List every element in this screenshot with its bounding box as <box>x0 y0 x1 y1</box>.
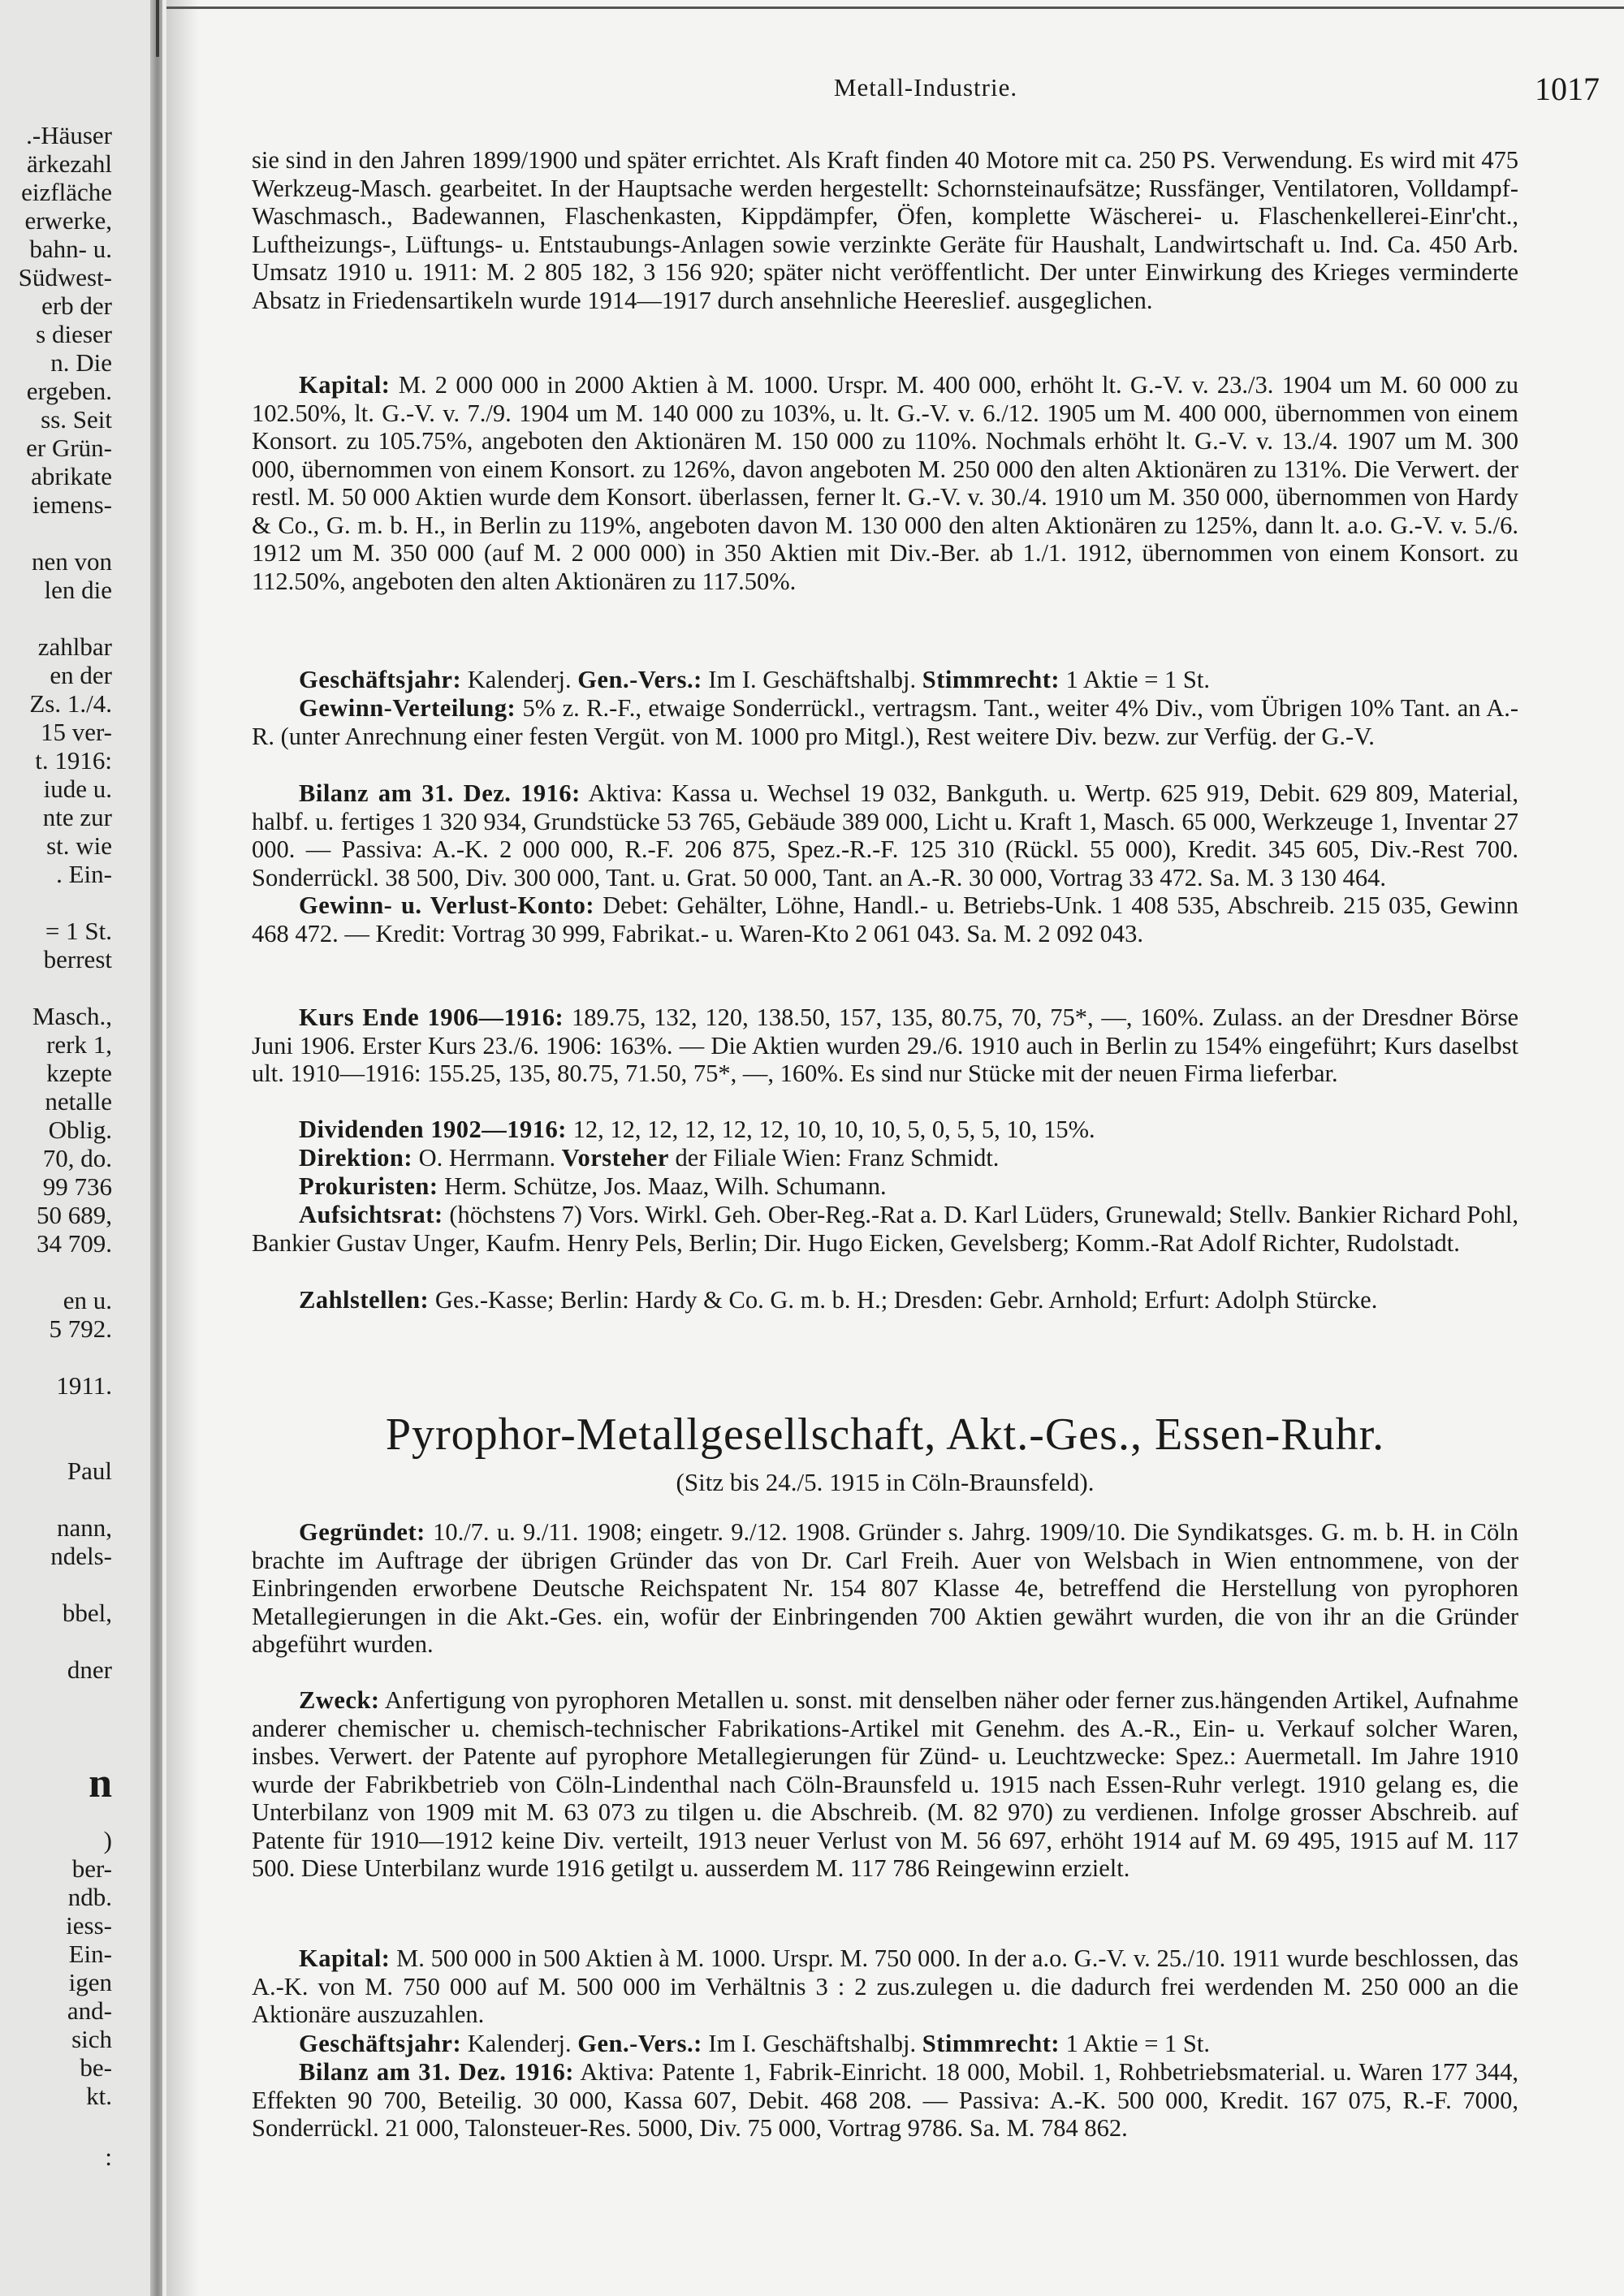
entry1-gewinnverteilung <box>252 694 1518 750</box>
entry2-zweck <box>252 1686 1518 1883</box>
running-head: Metall-Industrie. <box>833 73 1018 101</box>
entry2-geschaeftsjahr <box>252 2030 1518 2058</box>
vorsteher-label: Vorsteher <box>561 1144 669 1172</box>
left-page-fragment-line: iemens- <box>32 490 112 519</box>
entry1-kapital <box>252 371 1518 595</box>
gj-label: Geschäftsjahr: <box>299 666 462 693</box>
stimmrecht2-text: 1 Aktie = 1 St. <box>1060 2030 1210 2057</box>
left-page-fragment-line: dner <box>67 1655 112 1684</box>
vorsteher-text: der Filiale Wien: Franz Schmidt. <box>668 1144 1000 1172</box>
left-page-fragment-line: st. wie <box>46 831 112 860</box>
stimmrecht-text: 1 Aktie = 1 St. <box>1060 666 1210 693</box>
stimmrecht2-label: Stimmrecht: <box>922 2030 1060 2057</box>
guv-text: Debet: Gehälter, Löhne, Handl.- u. Betriebs-Unk. 1 408 535, Abschreib. 215 035, Gewinn 468 472. — Kredit: Vortrag 30 999, Fabrikat.- u. Waren-Kto 2 061 043. Sa. M. 2 092 043. <box>252 891 1518 947</box>
page-top-edge <box>166 6 1624 9</box>
company-title: Pyrophor-Metallgesellschaft, Akt.-Ges., Essen-Ruhr. <box>385 1409 1385 1460</box>
left-page-fragment-line: ergeben. <box>26 377 112 405</box>
entry2-gegruendet <box>252 1518 1518 1659</box>
gv-text: Im I. Geschäftshalbj. <box>702 666 922 693</box>
entry1-zahlstellen <box>252 1286 1518 1314</box>
kapital-text: M. 2 000 000 in 2000 Aktien à M. 1000. Urspr. M. 400 000, erhöht lt. G.-V. v. 23./3. 1904 um M. 60 000 zu 102.50%, lt. G.-V. v. 7./9. 1904 um M. 140 000 zu 103%, u. lt. G.-V. v. 6./12. 1905 um M. 400 000, übernommen von einem Konsort. zu 105.75%, angeboten den Aktionären M. 150 000 zu 110%. Nochmals erhöht lt. G.-V. v. 13./4. 1907 um M. 300 000, übernommen von einem Konsort. zu 126%, davon angeboten M. 250 000 den alten Aktionären zu 131%. Die Verwert. der restl. M. 50 000 Aktien wurde dem Konsort. überlassen, ferner lt. G.-V. v. 30./4. 1910 um M. 350 000, übernommen von Hardy & Co., G. m. b. H., in Berlin zu 119%, angeboten davon M. 130 000 den alten Aktionären zu 125%, dann lt. a.o. G.-V. v. 5./6. 1912 um M. 350 000 (auf M. 2 000 000) in 350 Aktien mit Div.-Ber. ab 1./1. 1912, übernommen von einem Konsort. zu 112.50%, angeboten den alten Aktionären zu 117.50%. <box>252 371 1518 595</box>
bilanz2-text: Aktiva: Patente 1, Fabrik-Einricht. 18 000, Mobil. 1, Rohbetriebsmaterial. u. Waren 177 344, Effekten 90 700, Beteilig. 30 000, Kassa 607, Debit. 468 208. — Passiva: A.-K. 500 000, Kredit. 167 075, R.-F. 7000, Sonderrückl. 21 000, Talonsteuer-Res. 5000, Div. 75 000, Vortrag 9786. Sa. M. 784 862. <box>252 2058 1518 2142</box>
bilanz2-label: Bilanz am 31. Dez. 1916: <box>299 2058 574 2086</box>
left-page-fragment-line: .-Häuser <box>26 121 112 149</box>
left-page-fragment-line: erwerke, <box>24 206 112 235</box>
left-page-fragment-line: kt. <box>86 2082 112 2110</box>
left-page-fragment-line: . Ein- <box>56 860 112 888</box>
gutter-mark <box>156 0 159 57</box>
left-page-fragment-line: ) <box>103 1826 112 1854</box>
left-page-fragment-line: iude u. <box>43 775 112 803</box>
gv-label: Gen.-Vers.: <box>577 666 702 693</box>
kurs-label: Kurs Ende 1906—1916: <box>299 1003 564 1031</box>
left-page-fragment-line: Masch., <box>32 1002 112 1030</box>
company-seat: (Sitz bis 24./5. 1915 in Cöln-Braunsfeld). <box>676 1468 1095 1496</box>
left-page-fragment-line: er Grün- <box>26 434 112 462</box>
left-page-fragment-line: n <box>89 1760 112 1806</box>
left-page-fragment-line: : <box>105 2143 112 2171</box>
gegruendet-label: Gegründet: <box>299 1518 425 1546</box>
guv-label: Gewinn- u. Verlust-Konto: <box>299 891 594 919</box>
left-page-fragment-line: nen von <box>31 547 112 576</box>
aufsichtsrat-text: (höchstens 7) Vors. Wirkl. Geh. Ober-Reg.-Rat a. D. Karl Lüders, Grunewald; Stellv. Bankier Richard Pohl, Bankier Gustav Unger, Kaufm. Henry Pels, Berlin; Dir. Hugo Eicken, Gevelsberg; Komm.-Rat Adolf Richter, Rudolstadt. <box>252 1201 1518 1257</box>
kapital-label: Kapital: <box>299 371 391 399</box>
kurs-text: 189.75, 132, 120, 138.50, 157, 135, 80.75, 70, 75*, —, 160%. Zulass. an der Dresdner Börse Juni 1906. Erster Kurs 23./6. 1906: 163%. — Die Aktien wurden 29./6. 1910 auch in Berlin zu 154% eingeführt; Kurs daselbst ult. 1910—1916: 155.25, 135, 80.75, 71.50, 75*, —, 160%. Es sind nur Stücke mit der neuen Firma lieferbar. <box>252 1003 1518 1087</box>
entry2-kapital <box>252 1944 1518 2029</box>
direktion-text: O. Herrmann. <box>412 1144 562 1172</box>
left-page-fragment-line: ndb. <box>67 1883 112 1911</box>
entry1-bilanz <box>252 779 1518 891</box>
left-page-fragment-line: bahn- u. <box>29 235 112 263</box>
page-number: 1017 <box>1535 71 1600 107</box>
left-page-fragment-line: 1911. <box>56 1371 112 1400</box>
left-page-fragment-line: bbel, <box>62 1599 112 1627</box>
gj2-text: Kalenderj. <box>461 2030 578 2057</box>
left-page-fragment-line: rerk 1, <box>46 1030 112 1059</box>
left-page-fragment-line: Ein- <box>68 1940 112 1968</box>
left-page-fragment-line: len die <box>44 576 112 604</box>
left-page-fragment-line: eizfläche <box>21 178 112 206</box>
left-page-fragment-line: iess- <box>66 1911 112 1940</box>
left-page-fragment-line: 99 736 <box>42 1172 112 1201</box>
zahlstellen-label: Zahlstellen: <box>299 1286 430 1314</box>
left-page-fragment-line: n. Die <box>50 348 112 377</box>
gv2-text: Im I. Geschäftshalbj. <box>702 2030 922 2057</box>
left-page-fragment-line: Südwest- <box>18 263 112 291</box>
page-shadow <box>166 0 199 2296</box>
main-page <box>166 0 1624 2296</box>
bilanz-text: Aktiva: Kassa u. Wechsel 19 032, Bankguth. u. Wertp. 625 919, Debit. 629 809, Material, halbf. u. fertiges 1 320 934, Grundstücke 53 765, Gebäude 389 000, Licht u. Kraft 1, Masch. 65 000, Werkzeuge 1, Inventar 27 000. — Passiva: A.-K. 2 000 000, R.-F. 206 875, Spez.-R.-F. 125 310 (Rückl. 55 000), Kredit. 345 605, Div.-Rest 700. Sonderrückl. 38 500, Div. 300 000, Tant. u. Grat. 50 000, Tant. an A.-R. 30 000, Vortrag 33 472. Sa. M. 3 130 464. <box>252 779 1518 891</box>
left-page-fragment-line: sich <box>71 2025 112 2053</box>
left-page-fragment-line: 70, do. <box>42 1144 112 1172</box>
left-page-fragment-line: ndels- <box>50 1542 112 1570</box>
left-page-fragment-line: 5 792. <box>49 1314 112 1343</box>
entry1-geschaeftsjahr <box>252 666 1518 694</box>
left-page-fragment-line: Zs. 1./4. <box>29 689 112 718</box>
prokuristen-text: Herm. Schütze, Jos. Maaz, Wilh. Schumann. <box>438 1172 887 1200</box>
left-page-fragment-line: netalle <box>45 1087 112 1116</box>
dividenden-label: Dividenden 1902—1916: <box>299 1116 567 1143</box>
left-page-fragment-line: 50 689, <box>37 1201 112 1229</box>
left-page-fragment-line: t. 1916: <box>35 746 112 775</box>
left-page-fragment-line: ärkezahl <box>27 149 112 178</box>
left-page-fragment-line: nte zur <box>42 803 112 831</box>
left-page-fragment-line: kzepte <box>46 1059 112 1087</box>
dividenden-text: 12, 12, 12, 12, 12, 12, 10, 10, 10, 5, 0, 5, 5, 10, 15%. <box>566 1116 1095 1143</box>
left-page-fragment-line: nann, <box>56 1513 112 1542</box>
gv2-label: Gen.-Vers.: <box>577 2030 702 2057</box>
entry1-aufsichtsrat <box>252 1201 1518 1257</box>
entry1-dividenden <box>252 1116 1518 1144</box>
zweck-text: Anfertigung von pyrophoren Metallen u. sonst. mit denselben näher oder ferner zus.hängenden Artikel, Aufnahme anderer chemischer u. chemisch-technischer Fabrikations-Artikel mit Genehm. des A.-R., Ein- u. Verkauf solcher Waren, insbes. Verwert. der Patente auf pyrophore Metallegierungen für Zünd- u. Leuchtzwecke: Spez.: Auermetall. Im Jahre 1910 wurde der Fabrikbetrieb von Cöln-Lindenthal nach Cöln-Braunsfeld u. 1915 nach Essen-Ruhr verlegt. 1910 gelang es, die Unterbilanz von 1909 mit M. 63 073 zu tilgen u. die Abschreib. (M. 82 970) zu verdienen. Infolge grosser Abschreib. auf Patente für 1910—1912 keine Div. verteilt, 1913 neuer Verlust von M. 56 697, erhöht 1914 auf M. 69 495, 1915 auf M. 117 500. Diese Unterbilanz wurde 1916 getilgt u. ausserdem M. 117 786 Reingewinn erzielt. <box>252 1686 1518 1882</box>
left-page-fragment-line: en u. <box>63 1286 112 1314</box>
left-page-fragment-line: = 1 St. <box>45 917 112 945</box>
left-page-fragment-line: abrikate <box>31 462 112 490</box>
gewinnverteilung-text: 5% z. R.-F., etwaige Sonderrückl., vertragsm. Tant., weiter 4% Div., vom Übrigen 10% Tant. an A.-R. (unter Anrechnung einer festen Vergüt. von M. 1000 pro Mitgl.), Rest weitere Div. bezw. zur Verfüg. der G.-V. <box>252 694 1518 750</box>
entry1-prokuristen <box>252 1172 1518 1201</box>
entry1-kurs <box>252 1003 1518 1088</box>
left-page-fragment-line: and- <box>67 1996 112 2025</box>
entry1-intro: sie sind in den Jahren 1899/1900 und später errichtet. Als Kraft finden 40 Motore mit ca. 250 PS. Verwendung. Es wird mit 475 Werkzeug-Masch. gearbeitet. In der Hauptsache werden hergestellt: Schornsteinaufsätze; Russfänger, Ventilatoren, Volldampf-Waschmasch., Badewannen, Flaschenkasten, Kippdämpfer, Öfen, komplette Wäscherei- u. Flaschenkellerei-Einr'cht., Luftheizungs-, Lüftungs- u. Entstaubungs-Anlagen sowie verzinkte Geräte für Haushalt, Landwirtschaft u. Ind. Ca. 450 Arb. Umsatz 1910 u. 1911: M. 2 805 182, 3 156 920; später nicht veröffentlicht. Der unter Einwirkung des Krieges verminderte Absatz in Friedensartikeln wurde 1914—1917 durch ansehnliche Heereslief. ausgeglichen. <box>252 146 1518 314</box>
aufsichtsrat-label: Aufsichtsrat: <box>299 1201 443 1228</box>
bilanz-label: Bilanz am 31. Dez. 1916: <box>299 779 581 807</box>
zweck-label: Zweck: <box>299 1686 380 1714</box>
left-page-fragment-line: ber- <box>71 1854 112 1883</box>
kapital2-text: M. 500 000 in 500 Aktien à M. 1000. Urspr. M. 750 000. In der a.o. G.-V. v. 25./10. 1911 wurde beschlossen, das A.-K. von M. 750 000 auf M. 500 000 im Verhältnis 3 : 2 zus.zulegen u. die dadurch frei werdenden M. 250 000 an die Aktionäre auszuzahlen. <box>252 1944 1518 2028</box>
left-page-fragment-line: 34 709. <box>37 1229 112 1258</box>
left-page-fragment-line: en der <box>50 661 112 689</box>
left-page-fragment-line: Paul <box>67 1457 112 1485</box>
gegruendet-text: 10./7. u. 9./11. 1908; eingetr. 9./12. 1908. Gründer s. Jahrg. 1909/10. Die Syndikatsges. G. m. b. H. in Cöln brachte im Auftrage der übrigen Gründer das von Dr. Carl Freih. Auer von Welsbach in Wien entnommene, von der Einbringenden erworbene Deutsche Reichspatent Nr. 154 807 Klasse 4e, betreffend die Herstellung von pyrophoren Metallegierungen in die Akt.-Ges. ein, wofür der Einbringenden 700 Aktien gewährt wurden, die von ihr an die Gründer abgeführt wurden. <box>252 1518 1518 1658</box>
zahlstellen-text: Ges.-Kasse; Berlin: Hardy & Co. G. m. b. H.; Dresden: Gebr. Arnhold; Erfurt: Adolph Stürcke. <box>429 1286 1378 1314</box>
direktion-label: Direktion: <box>299 1144 412 1172</box>
left-page-fragment-line: igen <box>68 1968 112 1996</box>
kapital2-label: Kapital: <box>299 1944 391 1972</box>
left-page-fragment-line: ss. Seit <box>41 405 112 434</box>
stimmrecht-label: Stimmrecht: <box>922 666 1060 693</box>
entry2-bilanz <box>252 2058 1518 2143</box>
gewinnverteilung-label: Gewinn-Verteilung: <box>299 694 516 722</box>
left-page-fragment-line: erb der <box>41 291 112 320</box>
page-gutter <box>150 0 162 2296</box>
entry1-direktion <box>252 1144 1518 1172</box>
gj-text: Kalenderj. <box>461 666 578 693</box>
page-header <box>252 73 1600 110</box>
left-page-fragment-line: zahlbar <box>37 632 112 661</box>
left-page-fragment-line: berrest <box>43 945 112 973</box>
left-page-fragment <box>0 0 162 2296</box>
left-page-fragment-line: s dieser <box>36 320 112 348</box>
prokuristen-label: Prokuristen: <box>299 1172 438 1200</box>
left-page-fragment-line: 15 ver- <box>40 718 112 746</box>
entry1-guv <box>252 891 1518 947</box>
left-page-fragment-line: Oblig. <box>48 1116 112 1144</box>
left-page-fragment-line: be- <box>80 2053 112 2082</box>
gj2-label: Geschäftsjahr: <box>299 2030 462 2057</box>
